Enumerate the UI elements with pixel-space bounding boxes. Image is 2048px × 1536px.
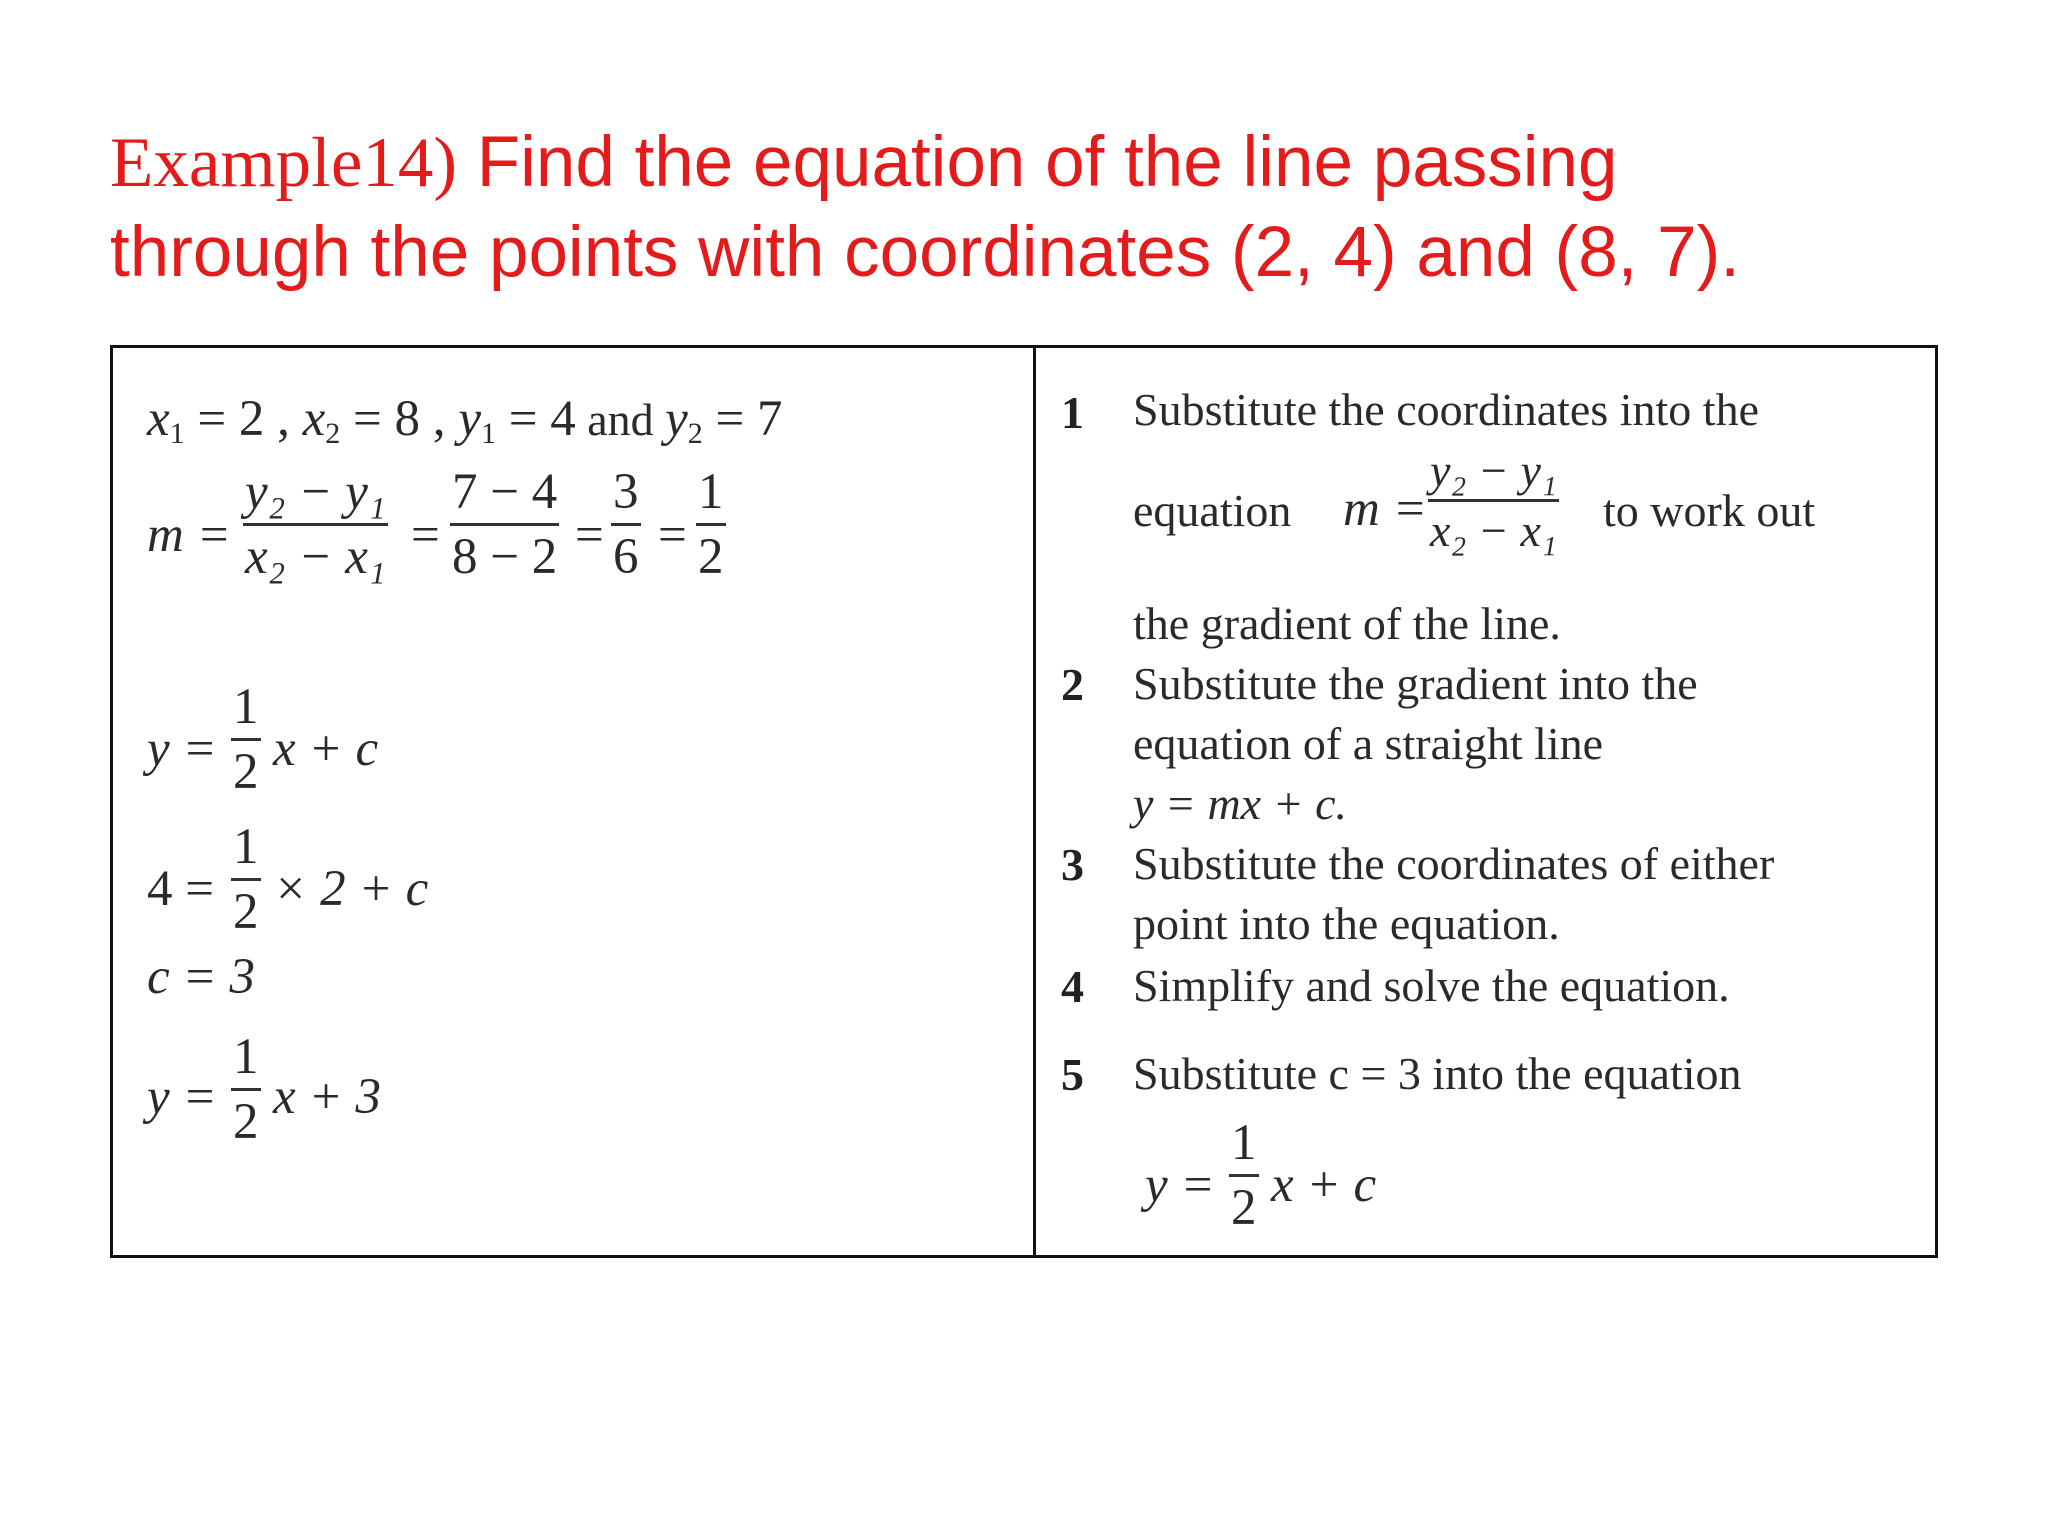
step-text: Substitute the coordinates of either [1133, 838, 1775, 889]
gradient-fraction: y₂ − y₁ x₂ − x₁ [1430, 445, 1557, 556]
step-number: 5 [1061, 1049, 1084, 1100]
c-value: c = 3 [147, 949, 256, 1005]
step-text: y = mx + c. [1133, 778, 1348, 829]
title-line-2: through the points with coordinates (2, 4) and (8, 7). [110, 213, 1740, 292]
step-text: equation [1133, 485, 1292, 536]
example-label: Example14) [110, 124, 457, 202]
step-text: Simplify and solve the equation. [1133, 960, 1730, 1011]
step-text: Substitute c = 3 into the equation [1133, 1048, 1742, 1099]
title-line-1: Find the equation of the line passing [457, 123, 1618, 202]
step-text: point into the equation. [1133, 898, 1560, 949]
step-number: 3 [1061, 839, 1084, 890]
solution-table: $x_1 = 2$ , $x_2 = 8$ , $y_1 = 4$ and $y_2 = 7$ m = y₂ − y₁ x₂ − x₁ = 7 − 4 8 − 2 = 3 6 = 1 2 y = 1 2 x + c 4 = 1 2 × 2 + c c = 3 y = 1 2 x + 3 1 Substitute the coordinates into the equation m = y₂ − y₁ x₂ − x₁ to work out the gradient of the line. 2 Substitute the gradient into the equation of a straight line y = mx + c. 3 Substitute the coordinates of either point into the equation. 4 Simplify and solve the equation. 5 Substitute c = 3 into the equation y = 1 2 x + c [110, 345, 1938, 1258]
step-number: 1 [1061, 387, 1084, 438]
column-divider [1033, 348, 1036, 1255]
step-text: the gradient of the line. [1133, 598, 1561, 649]
given-values: $x_1 = 2$ , $x_2 = 8$ , $y_1 = 4$ and $y_2 = 7$ [147, 391, 783, 450]
page-title [110, 118, 1950, 298]
step-text: Substitute the coordinates into the [1133, 384, 1760, 435]
step-text: to work out [1603, 485, 1816, 536]
step-text: Substitute the gradient into the [1133, 658, 1698, 709]
step-text: equation of a straight line [1133, 718, 1604, 769]
step-number: 2 [1061, 659, 1084, 710]
step-number: 4 [1061, 961, 1084, 1012]
